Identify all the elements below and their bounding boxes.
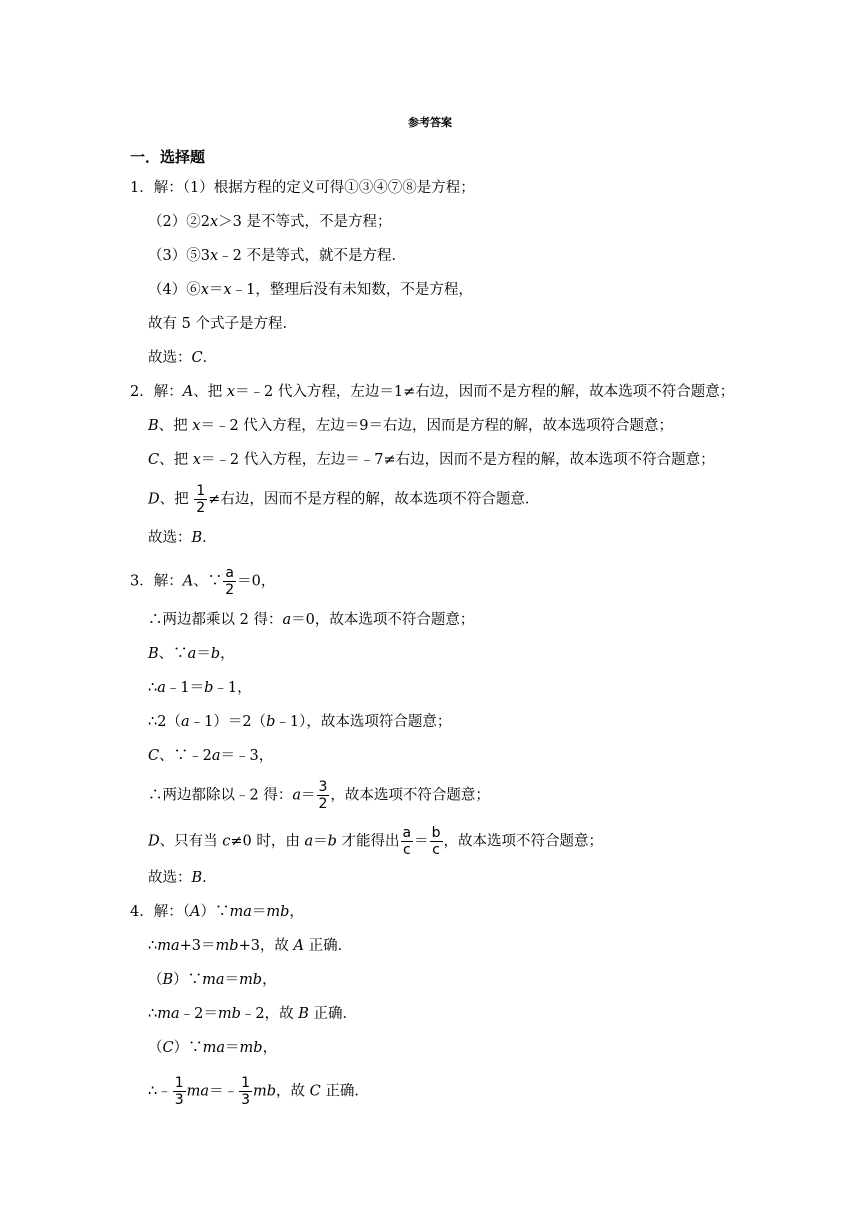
fraction: $\frac{b}{c}$: [431, 825, 441, 858]
page-title: 参考答案: [408, 116, 452, 129]
q3-line-5: ∴2（a﹣1）＝2（b﹣1），故本选项符合题意；: [148, 714, 452, 730]
q3-line-6: C、∵﹣2a＝﹣3，: [148, 748, 274, 764]
q1-answer: 故选：C．: [148, 350, 218, 366]
fraction: $\frac{1}{3}$: [241, 1075, 250, 1108]
fraction: $\frac{3}{2}$: [318, 779, 328, 812]
q2-answer: 故选：B．: [148, 530, 217, 546]
q3-line-7: ∴两边都除以﹣2 得：a＝ $\frac{3}{2}$ ，故本选项不符合题意；: [148, 779, 490, 812]
q3-line-3: B、∵a＝b，: [148, 646, 235, 662]
q1-line-5: 故有 5 个式子是方程．: [148, 316, 297, 332]
q2-line-c: C、把 x＝﹣2 代入方程，左边＝﹣7≠右边，因而不是方程的解，故本选项不符合题意；: [148, 452, 715, 468]
q3-line-2: ∴两边都乘以 2 得：a＝0，故本选项不符合题意；: [148, 612, 475, 628]
q4-line-1: 4．解：（A）∵ma＝mb，: [130, 904, 304, 920]
q2-line-b: B、把 x＝﹣2 代入方程，左边＝9＝右边，因而是方程的解，故本选项符合题意；: [148, 418, 674, 434]
q1-line-2: （2）②2x＞3 是不等式，不是方程；: [148, 214, 392, 230]
q4-line-5: （C）∵ma＝mb，: [148, 1040, 278, 1056]
q3-answer: 故选：B．: [148, 870, 217, 886]
q3-line-1: 3．解：A、∵ $\frac{a}{2}$ ＝0，: [130, 565, 276, 598]
q2-line-d: D、把 $\frac{1}{2}$ ≠右边，因而不是方程的解，故本选项不符合题意．: [148, 483, 540, 516]
q4-line-4: ∴ma﹣2＝mb﹣2，故 B 正确．: [148, 1006, 358, 1022]
fraction: $\frac{a}{2}$: [225, 565, 235, 598]
fraction: $\frac{1}{2}$: [196, 483, 206, 516]
fraction: $\frac{1}{3}$: [174, 1075, 184, 1108]
q4-line-3: （B）∵ma＝mb，: [148, 972, 277, 988]
q3-line-4: ∴a﹣1＝b﹣1，: [148, 680, 252, 696]
q1-line-1: 1．解：（1）根据方程的定义可得①③④⑦⑧是方程；: [130, 180, 475, 196]
section-heading: 一．选择题: [130, 148, 206, 166]
fraction: $\frac{a}{c}$: [402, 825, 412, 858]
q1-line-3: （3）⑤3x﹣2 不是等式，就不是方程．: [148, 248, 406, 264]
q2-line-a: 2．解：A、把 x＝﹣2 代入方程，左边＝1≠右边，因而不是方程的解，故本选项不符合题意；: [130, 384, 735, 400]
q3-line-8: D、只有当 c≠0 时，由 a＝b 才能得出 $\frac{a}{c}$ ＝ $\frac{b}{c}$ ，故本选项不符合题意；: [148, 825, 604, 858]
q4-line-6: ∴﹣ $\frac{1}{3}$ ma＝﹣ $\frac{1}{3}$ mb，故 C 正确．: [148, 1075, 369, 1108]
q1-line-4: （4）⑥x＝x﹣1，整理后没有未知数，不是方程，: [148, 282, 473, 298]
q4-line-2: ∴ma+3＝mb+3，故 A 正确．: [148, 938, 353, 954]
